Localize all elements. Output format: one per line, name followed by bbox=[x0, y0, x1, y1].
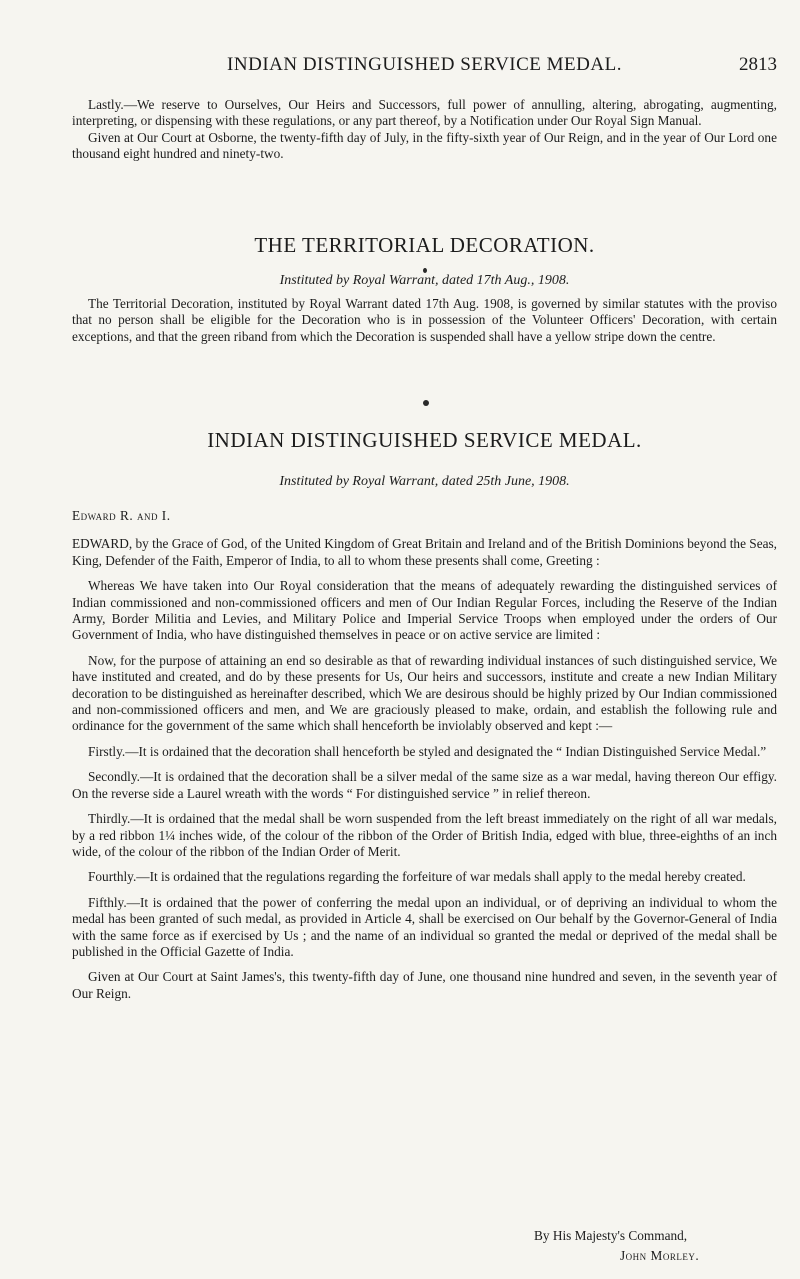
idsm-body bbox=[72, 508, 777, 1002]
secondly-paragraph: Secondly.—It is ordained that the decoration shall be a silver medal of the same size as a war medal, having thereon Our effigy. On the reverse side a Laurel wreath with the words “ For distinguished service ” in relief thereon. bbox=[72, 769, 777, 801]
thirdly-paragraph: Thirdly.—It is ordained that the medal shall be worn suspended from the left breast immediately on the right of all war medals, by a red ribbon 1¼ inches wide, of the colour of the ribbon of the Order of British India, edged with blue, three-eighths of an inch wide, of the colour of the ribbon of the Indian Order of Merit. bbox=[72, 811, 777, 859]
firstly-paragraph: Firstly.—It is ordained that the decoration shall henceforth be styled and designated the “ Indian Distinguished Service Medal.” bbox=[88, 743, 767, 759]
page-header bbox=[72, 54, 777, 80]
ornament-dot bbox=[423, 400, 429, 406]
idsm-subtitle: Instituted by Royal Warrant, dated 25th June, 1908. bbox=[279, 474, 570, 489]
given-st-james-paragraph: Given at Our Court at Saint James's, this twenty-fifth day of June, one thousand nine hundred and seven, in the seventh year of Our Reign. bbox=[72, 969, 777, 1001]
fourthly-paragraph: Fourthly.—It is ordained that the regulations regarding the forfeiture of war medals shall apply to the medal hereby created. bbox=[88, 869, 746, 885]
page-number: 2813 bbox=[739, 54, 777, 75]
lastly-paragraph: Lastly.—We reserve to Ourselves, Our Heirs and Successors, full power of annulling, altering, abrogating, augmenting, interpreting, or dispensing with these regulations, or any part thereof, by a Notification under Our Royal Sign Manual. bbox=[72, 97, 777, 129]
preamble-paragraph: EDWARD, by the Grace of God, of the United Kingdom of Great Britain and Ireland and of the British Dominions beyond the Seas, King, Defender of the Faith, Emperor of India, to all to whom these presents shall come, Greeting : bbox=[72, 536, 777, 568]
signatory: John Morley. bbox=[620, 1248, 700, 1263]
territorial-body bbox=[72, 296, 777, 345]
intro-section bbox=[72, 97, 777, 163]
fifthly-paragraph: Fifthly.—It is ordained that the power of conferring the medal upon an individual, or of depriving an individual to whom the medal has been granted of such medal, as provided in Article 4, shall be exercised on Our behalf by the Governor-General of India with the same force as if exercised by Us ; and the name of an individual so granted the medal or deprived of the medal shall be published in the Official Gazette of India. bbox=[72, 894, 777, 959]
territorial-paragraph: The Territorial Decoration, instituted by Royal Warrant dated 17th Aug. 1908, is governed by similar statutes with the proviso that no person shall be eligible for the Decoration who is in possession of the Volunteer Officers' Decoration, with certain exceptions, and that the green riband from which the Decoration is suspended shall have a yellow stripe down the centre. bbox=[72, 296, 777, 344]
given-osborne-paragraph: Given at Our Court at Osborne, the twenty-fifth day of July, in the fifty-sixth year of Our Reign, and in the year of Our Lord one thousand eight hundred and ninety-two. bbox=[72, 129, 777, 162]
royal-signature-line: Edward R. and I. bbox=[72, 508, 171, 523]
territorial-subtitle: Instituted by Royal Warrant, dated 17th Aug., 1908. bbox=[279, 273, 570, 288]
running-title: INDIAN DISTINGUISHED SERVICE MEDAL. bbox=[227, 54, 622, 75]
now-paragraph: Now, for the purpose of attaining an end so desirable as that of rewarding individual instances of such distinguished service, We have instituted and created, and do by these presents for Us, Our heirs and successors, institute and create a new Indian Military decoration to be distinguished as hereinafter described, which We are desirous should be highly prized by Our Indian commissioned and non-commissioned officers and men, and We are graciously pleased to make, ordain, and establish the following rule and ordinance for the government of the same which shall henceforth be inviolably observed and kept :— bbox=[72, 652, 777, 734]
territorial-title: THE TERRITORIAL DECORATION. bbox=[254, 233, 595, 257]
whereas-paragraph: Whereas We have taken into Our Royal consideration that the means of adequately rewarding the distinguished services of Indian commissioned and non-commissioned officers and men of Our Indian Regular Forces, including the Reserve of the Indian Army, Border Militia and Levies, and Military Police and Imperial Service Troops when employed under the orders of Our Government of India, who have distinguished themselves in peace or on active service are limited : bbox=[72, 578, 777, 643]
idsm-title: INDIAN DISTINGUISHED SERVICE MEDAL. bbox=[207, 428, 642, 452]
command-line: By His Majesty's Command, bbox=[534, 1228, 688, 1243]
